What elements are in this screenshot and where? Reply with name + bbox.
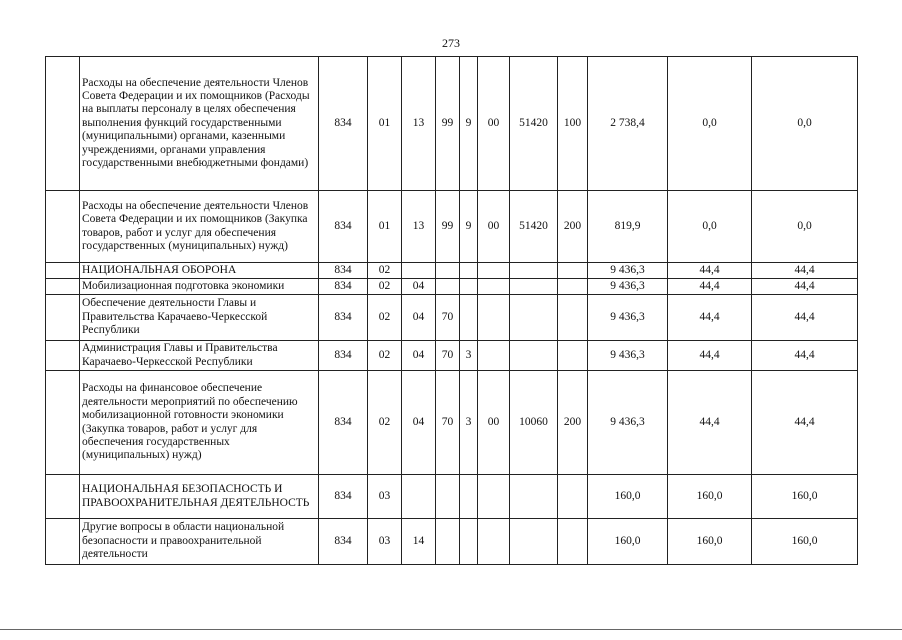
row-name: НАЦИОНАЛЬНАЯ БЕЗОПАСНОСТЬ И ПРАВООХРАНИТЕЛЬНАЯ ДЕЯТЕЛЬНОСТЬ (80, 475, 319, 519)
col-expense-code: 51420 (510, 191, 558, 263)
col-expense-code: 51420 (510, 57, 558, 191)
row-blank-cell (46, 519, 80, 565)
col-pr: 04 (402, 371, 436, 475)
col-direction: 00 (478, 371, 510, 475)
col-sum-1: 9 436,3 (588, 279, 668, 295)
row-blank-cell (46, 295, 80, 341)
table-row (46, 191, 858, 263)
col-rz: 02 (368, 371, 402, 475)
col-sum-3: 44,4 (752, 295, 858, 341)
col-sum-2: 44,4 (668, 371, 752, 475)
row-name: Администрация Главы и Правительства Карачаево-Черкесской Республики (80, 341, 319, 371)
page-number: 273 (442, 36, 460, 50)
col-pr: 14 (402, 519, 436, 565)
row-name: Расходы на финансовое обеспечение деятельности мероприятий по обеспечению мобилизационной готовности экономики (Закупка товаров, работ и услуг для обеспечения государственных (муниципальных) нужд) (80, 371, 319, 475)
col-subprogram (460, 295, 478, 341)
row-name: Мобилизационная подготовка экономики (80, 279, 319, 295)
col-vr (558, 519, 588, 565)
col-expense-code (510, 519, 558, 565)
col-rz: 03 (368, 519, 402, 565)
col-expense-code (510, 279, 558, 295)
col-sum-2: 0,0 (668, 191, 752, 263)
col-subprogram (460, 519, 478, 565)
table-row (46, 295, 858, 341)
row-blank-cell (46, 341, 80, 371)
col-rz: 02 (368, 279, 402, 295)
col-sum-3: 44,4 (752, 341, 858, 371)
col-sum-1: 160,0 (588, 475, 668, 519)
col-gr: 834 (319, 371, 368, 475)
col-sum-3: 44,4 (752, 263, 858, 279)
col-sum-3: 0,0 (752, 191, 858, 263)
col-rz: 02 (368, 263, 402, 279)
col-vr (558, 279, 588, 295)
row-blank-cell (46, 191, 80, 263)
col-rz: 02 (368, 341, 402, 371)
col-sum-3: 160,0 (752, 475, 858, 519)
col-subprogram (460, 263, 478, 279)
col-sum-1: 819,9 (588, 191, 668, 263)
col-expense-code: 10060 (510, 371, 558, 475)
col-expense-code (510, 475, 558, 519)
col-program (436, 263, 460, 279)
col-sum-3: 160,0 (752, 519, 858, 565)
col-sum-2: 44,4 (668, 341, 752, 371)
col-vr (558, 475, 588, 519)
col-subprogram: 9 (460, 57, 478, 191)
col-sum-3: 44,4 (752, 371, 858, 475)
col-program: 70 (436, 295, 460, 341)
col-pr: 13 (402, 57, 436, 191)
col-direction: 00 (478, 191, 510, 263)
col-vr: 200 (558, 191, 588, 263)
col-rz: 01 (368, 57, 402, 191)
col-sum-2: 44,4 (668, 295, 752, 341)
col-gr: 834 (319, 191, 368, 263)
budget-table (45, 56, 858, 565)
row-name: Расходы на обеспечение деятельности Членов Совета Федерации и их помощников (Закупка товаров, работ и услуг для обеспечения государственных (муниципальных) нужд) (80, 191, 319, 263)
col-gr: 834 (319, 263, 368, 279)
col-program: 99 (436, 57, 460, 191)
table-row (46, 371, 858, 475)
col-pr: 13 (402, 191, 436, 263)
col-sum-2: 44,4 (668, 279, 752, 295)
col-vr: 200 (558, 371, 588, 475)
col-gr: 834 (319, 341, 368, 371)
col-vr (558, 263, 588, 279)
col-rz: 01 (368, 191, 402, 263)
row-name: Расходы на обеспечение деятельности Членов Совета Федерации и их помощников (Расходы на выплаты персоналу в целях обеспечения выполнения функций государственными (муниципальными) органами, казенными учреждениями, органами управления государственными внебюджетными фондами) (80, 57, 319, 191)
col-sum-2: 160,0 (668, 475, 752, 519)
col-expense-code (510, 263, 558, 279)
col-program: 70 (436, 371, 460, 475)
col-vr (558, 295, 588, 341)
col-expense-code (510, 295, 558, 341)
table-row (46, 519, 858, 565)
col-rz: 03 (368, 475, 402, 519)
col-pr: 04 (402, 279, 436, 295)
col-sum-1: 9 436,3 (588, 371, 668, 475)
col-subprogram: 9 (460, 191, 478, 263)
col-sum-3: 0,0 (752, 57, 858, 191)
col-program (436, 279, 460, 295)
col-gr: 834 (319, 279, 368, 295)
row-name: Обеспечение деятельности Главы и Правительства Карачаево-Черкесской Республики (80, 295, 319, 341)
col-direction (478, 519, 510, 565)
col-gr: 834 (319, 475, 368, 519)
col-subprogram (460, 475, 478, 519)
col-direction (478, 341, 510, 371)
col-vr (558, 341, 588, 371)
table-body (46, 57, 858, 565)
row-blank-cell (46, 279, 80, 295)
col-program: 70 (436, 341, 460, 371)
table-row (46, 263, 858, 279)
col-sum-1: 9 436,3 (588, 341, 668, 371)
col-pr (402, 263, 436, 279)
col-gr: 834 (319, 57, 368, 191)
col-direction (478, 263, 510, 279)
col-expense-code (510, 341, 558, 371)
col-gr: 834 (319, 295, 368, 341)
table-row (46, 475, 858, 519)
row-blank-cell (46, 263, 80, 279)
col-program (436, 475, 460, 519)
col-direction (478, 279, 510, 295)
bottom-rule (0, 629, 902, 630)
row-name: Другие вопросы в области национальной безопасности и правоохранительной деятельности (80, 519, 319, 565)
col-rz: 02 (368, 295, 402, 341)
table-row (46, 57, 858, 191)
col-sum-2: 0,0 (668, 57, 752, 191)
row-name: НАЦИОНАЛЬНАЯ ОБОРОНА (80, 263, 319, 279)
col-pr: 04 (402, 341, 436, 371)
col-sum-1: 2 738,4 (588, 57, 668, 191)
col-subprogram: 3 (460, 341, 478, 371)
col-program: 99 (436, 191, 460, 263)
col-pr: 04 (402, 295, 436, 341)
row-blank-cell (46, 475, 80, 519)
col-direction (478, 295, 510, 341)
col-subprogram: 3 (460, 371, 478, 475)
row-blank-cell (46, 57, 80, 191)
col-direction (478, 475, 510, 519)
col-gr: 834 (319, 519, 368, 565)
row-blank-cell (46, 371, 80, 475)
col-subprogram (460, 279, 478, 295)
col-sum-1: 160,0 (588, 519, 668, 565)
col-sum-2: 160,0 (668, 519, 752, 565)
col-vr: 100 (558, 57, 588, 191)
col-sum-2: 44,4 (668, 263, 752, 279)
col-direction: 00 (478, 57, 510, 191)
col-sum-1: 9 436,3 (588, 295, 668, 341)
col-program (436, 519, 460, 565)
table-row (46, 279, 858, 295)
col-sum-3: 44,4 (752, 279, 858, 295)
table-row (46, 341, 858, 371)
col-pr (402, 475, 436, 519)
col-sum-1: 9 436,3 (588, 263, 668, 279)
